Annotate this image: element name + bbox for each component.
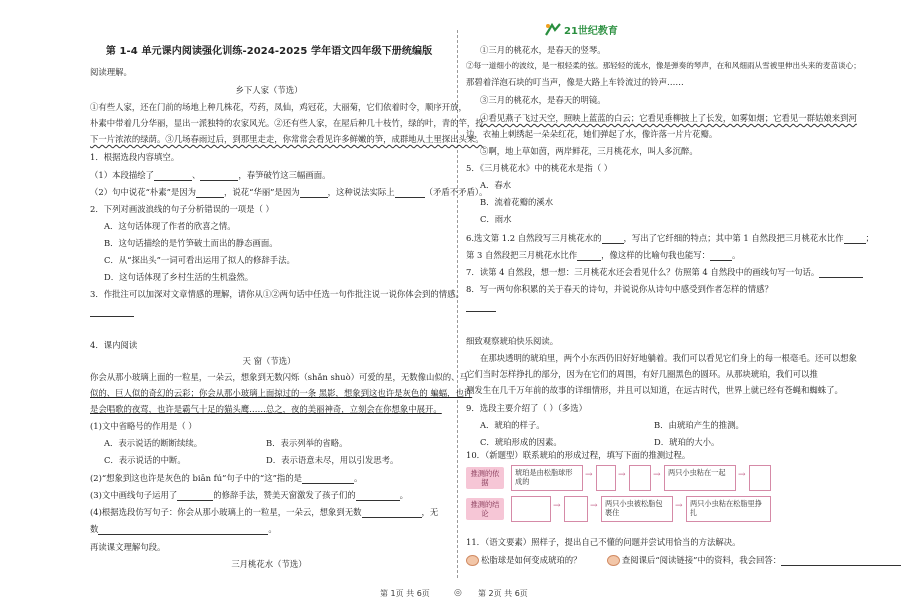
q7-text: 7．读第 4 自然段，想一想：三月桃花水还会看见什么？仿照第 4 自然段中的画线句写一句话。 [466,267,820,277]
flow-box-3: 两只小虫被松脂包裹住 [601,496,673,522]
q6-text-f: 。 [732,250,741,260]
q4-3-text-c: 。 [399,490,408,500]
q4-3-text-a: (3)文中画线句子运用了 [90,490,178,500]
q1-2-text-d: （矛盾不矛盾）。 [424,187,488,197]
passage1-line-3: 下一片浓浓的绿荫。③几场春雨过后，到那里走走，你常常会看见许多鲜嫩的笋，成群地从土里探出头来。 [90,134,484,144]
q4-2-text-b: 。 [353,473,363,483]
page-number-2: 第 2页 共 6页 [478,589,528,598]
question-11: 11．（语文要素）照样子，提出自己不懂的问题并尝试用恰当的方法解决。 [466,537,741,547]
passage3-title: 三月桃花水（节选） [231,559,307,569]
brand-logo-mark [546,24,560,35]
arrow-right-icon: → [590,501,598,511]
amber-line-3: 测发生在几千万年前的故事的详细情形，并且可以知道，在远古时代，世界上就已经有苍蝇和蜘蛛了。 [466,385,843,395]
question-8-answer-line[interactable] [466,301,496,312]
passage3-line-5: ④看见燕子飞过天空，照映上蓝蓝的白云；它看见垂柳披上了长发，如雾如烟；它看见一群姑娘来到河 [480,113,857,123]
question-3-answer-line[interactable] [90,306,134,317]
question-1-1 [90,170,330,181]
passage3-line-6: 边，衣袖上刺绣起一朵朵红花，她们弹起了水，像许落一片片花瓣。 [466,129,718,139]
answer-blank[interactable] [781,557,901,566]
answer-blank[interactable] [98,526,268,535]
answer-blank[interactable] [302,475,354,484]
q6-text-d: 第 3 自然段把三月桃花水比作 [466,250,578,260]
passage3-line-3: 那碧着洋泡石块的叮当声，像是大路上车铃流过的铃声…… [466,77,684,87]
answer-blank[interactable] [819,269,863,278]
question-4-4 [90,507,438,518]
q1-2-text-b: ，说花“华丽”是因为 [224,187,300,197]
flow-label-conclusion: 推测的结论 [466,498,504,520]
arrow-right-icon: → [653,470,661,480]
question-4-1: (1)文中省略号的作用是（ ） [90,421,197,431]
q4-2-text-a: (2)“想象到这也许是灰色的 biān fú”句子中的“这”指的是 [90,473,302,483]
q9-option-d[interactable]: D．琥珀的大小。 [654,437,720,447]
question-5: 5．《三月桃花水》中的桃花水是指（ ） [466,163,613,173]
question-4-2 [90,473,362,484]
q4-4-text-a: (4)根据选段仿写句子：你会从那小玻璃上的一粒星，一朵云，想象到无数 [90,507,362,517]
q2-option-a[interactable]: A．这句话体现了作者的欣喜之情。 [104,221,236,231]
question-4-3 [90,490,408,501]
arrow-right-icon: → [585,470,593,480]
inference-flow-diagram [466,462,772,524]
center-dot-icon: ◎ [454,588,462,598]
passage3-line-4: ③三月的桃花水，是春天的明镜。 [480,95,606,105]
flow-box-1: 琥珀是由松脂球形成的 [511,465,583,491]
brand-logo-text: 21世纪教育 [564,26,618,37]
passage2-line-3: 是会唱歌的夜莺，也许是霸气十足的猫头鹰……总之，夜的美丽神奇，立刻会在你想象中展开。 [90,404,442,414]
q1-1-text-c: ，春笋破竹这三幅画面。 [238,170,331,180]
answer-blank[interactable] [710,252,732,261]
passage3-line-2: ②每一道细小的波纹，是一根轻柔的弦。那轻轻的流水，像是弹奏的琴声，在和风细雨从雪被里伸出头来的麦苗谈心； [466,61,861,70]
page-number-1: 第 1页 共 6页 [380,589,430,598]
answer-blank[interactable] [395,189,425,198]
flow-answer-box-3[interactable] [749,465,771,491]
q1-2-text-a: （2）句中说花“朴素”是因为 [90,187,197,197]
q2-option-b[interactable]: B．这句话描绘的是竹笋破土而出的静态画面。 [104,238,278,248]
question-8: 8．写一两句你积累的关于春天的诗句，并说说你从诗句中感受到作者怎样的情感？ [466,284,773,294]
answer-blank[interactable] [196,189,224,198]
flow-answer-box-5[interactable] [564,496,588,522]
q11-question-text: 松脂球是如何变成琥珀的？ [481,555,582,565]
q5-option-c[interactable]: C．雨水 [480,214,512,224]
question-1-2 [90,187,487,198]
amber-line-2: 它们当时怎样挣扎的部分，因为在它们的周围，有好几圈黑色的圆环。从那块琥珀，我们可以推 [466,369,818,379]
question-11-example [466,554,901,566]
passage2-line-2: 似的、巨人似的奇幻的云彩；你会从那小玻璃上面掠过的一条 黑影，想象到这也许是灰色的 蝙蝠，也许 [90,388,473,398]
q6-text-b: ，写出了它纤细的特点；其中第 1 自然段把三月桃花水比作 [623,233,844,243]
answer-blank[interactable] [602,235,624,244]
question-7 [466,267,863,278]
q11-answer-text: 查阅课后“阅读链接”中的资料，我会回答： [621,555,782,565]
answer-blank[interactable] [154,172,192,181]
passage1-title: 乡下人家（节选） [235,85,303,95]
q4-4-text-d: 。 [268,524,277,534]
question-4: 4．课内阅读 [90,340,138,350]
q9-option-b[interactable]: B．由琥珀产生的推测。 [654,420,744,430]
arrow-right-icon: → [738,470,746,480]
passage1-line-2: 朴素中带着几分华丽，显出一派独特的农家风光。②还有些人家，在屋后种几十枝竹，绿的叶，青的竿，投 [90,118,484,128]
flow-box-2: 两只小虫粘在一起 [664,465,736,491]
q5-option-b[interactable]: B．流着花瓣的溪水 [480,197,554,207]
question-3: 3．作批注可以加深对文章情感的理解，请你从①②两句话中任选一句作批注说一说你体会到的情感。 [90,289,464,299]
q1-2-text-c: ，这种说法实际上 [327,187,395,197]
q4-1-option-c[interactable]: C．表示说话的中断。 [104,455,186,465]
q4-4-text-b: ，无 [421,507,439,517]
question-1: 1．根据选段内容填空。 [90,152,180,162]
q4-4-text-c: 数 [90,524,99,534]
q6-text-e: ，像这样的比喻句我也能写： [601,250,711,260]
arrow-right-icon: → [553,501,561,511]
section-intro: 阅读理解。 [90,67,132,77]
q9-option-c[interactable]: C．琥珀形成的因素。 [480,437,562,447]
answer-blank[interactable] [362,509,422,518]
q2-option-c[interactable]: C．从“探出头”一词可看出运用了拟人的修辞手法。 [104,255,295,265]
answer-blank[interactable] [844,235,866,244]
question-9: 9．选段主要介绍了（ ）（多选） [466,403,588,413]
q2-option-d[interactable]: D．这句话体现了乡村生活的生机盎然。 [104,272,254,282]
question-6 [466,233,874,244]
arrow-right-icon: → [675,501,683,511]
q6-text-a: 6.选文第 1.2 自然段写三月桃花水的 [466,233,602,243]
flow-box-4: 两只小虫粘在松脂里挣扎 [686,496,771,522]
flow-answer-box-1[interactable] [596,465,616,491]
answer-blank[interactable] [300,189,328,198]
amber-line-1: 在那块透明的琥珀里，两个小东西仍旧好好地躺着。我们可以看见它们身上的每一根毫毛。还可以想象 [480,353,857,363]
arrow-right-icon: → [618,470,626,480]
flow-answer-box-4[interactable] [511,496,551,522]
answer-blank[interactable] [356,492,400,501]
answer-blank[interactable] [200,172,238,181]
passage3-line-7: ⑤啊，地上草如茵，两岸鲜花，三月桃花水，叫人多沉醉。 [480,146,698,156]
passage1-line-1: ①有些人家，还在门前的场地上种几株花，芍药，凤仙，鸡冠花，大丽菊，它们依着时令，顺序开放， [90,102,467,112]
q6-text-c: ； [865,233,874,243]
answer-blank[interactable] [577,252,601,261]
passage2-line-1: 你会从那小玻璃上面的一粒星，一朵云，想象到无数闪烁（shǎn shuò）可爱的星，无数像山似的、马 [90,372,468,382]
question-4-4-cont [90,524,277,535]
answer-blank[interactable] [177,492,213,501]
q4-1-option-b[interactable]: B．表示列举的省略。 [266,438,348,448]
section-amber: 细致观察琥珀快乐阅读。 [466,336,559,346]
question-2: 2．下列对画波浪线的句子分析错误的一项是（ ） [90,204,274,214]
q4-3-text-b: 的修辞手法，赞美天窗激发了孩子们的 [213,490,356,500]
q1-1-text-a: （1）本段描绘了 [90,170,154,180]
flow-answer-box-2[interactable] [629,465,651,491]
document-title: 第 1-4 单元课内阅读强化训练-2024-2025 学年语文四年级下册统编版 [105,46,433,57]
q4-1-option-a[interactable]: A．表示说话的断断续续。 [104,438,203,448]
brand-logo [540,22,640,38]
q9-option-a[interactable]: A．琥珀的样子。 [480,420,545,430]
passage2-title: 天 窗（节选） [242,356,296,366]
lightbulb-icon [607,555,620,566]
lightbulb-icon [466,555,479,566]
passage3-line-1: ①三月的桃花水，是春天的竖琴。 [480,45,606,55]
section-reread: 再读课文理解句段。 [90,542,166,552]
q1-1-text-b: 、 [191,170,201,180]
q5-option-a[interactable]: A．春水 [480,180,512,190]
question-6-cont [466,250,740,261]
q4-1-option-d[interactable]: D．表示语意未尽，用以引发思考。 [266,455,399,465]
flow-label-basis: 推测的依据 [466,467,504,489]
question-10: 10．（新题型）联系琥珀的形成过程，填写下面的推测过程。 [466,450,691,460]
